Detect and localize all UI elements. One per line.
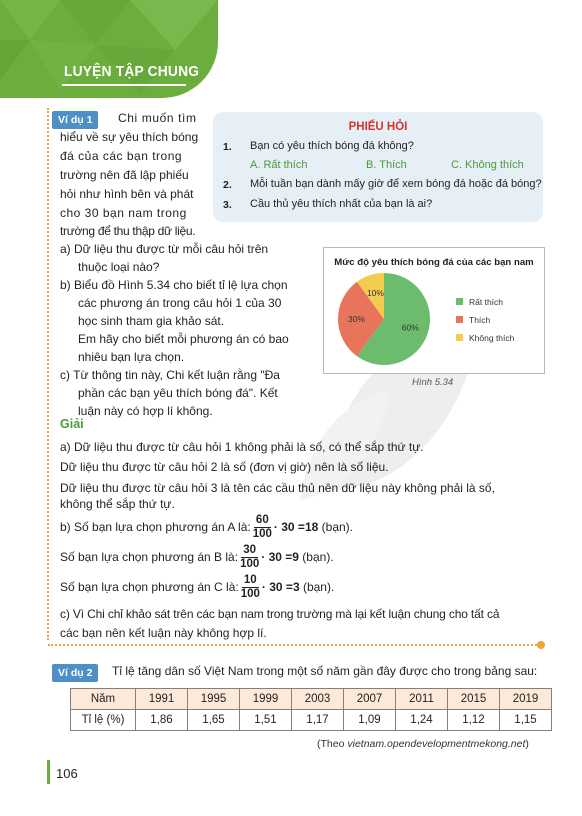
- pie-data-label: 30%: [347, 314, 365, 324]
- table-cell: 2015: [448, 689, 500, 710]
- solution-b-a-prefix: b) Số bạn lựa chọn phương án A là:: [60, 520, 251, 535]
- intro-line-5: hỏi như hình bên và phát: [60, 187, 194, 201]
- legend-label: Không thích: [469, 333, 515, 343]
- solution-b-a-suffix: (bạn).: [318, 520, 353, 535]
- title-underline: [62, 84, 186, 86]
- solution-b-c-suffix: (bạn).: [299, 580, 335, 595]
- solution-b-c-prefix: Số bạn lựa chọn phương án C là:: [60, 580, 239, 595]
- solution-b-b-suffix: (bạn).: [298, 550, 334, 565]
- solution-c-line-2: các bạn nên kết luận này không hợp lí.: [60, 626, 267, 640]
- survey-option-a: A. Rất thích: [250, 159, 308, 171]
- fraction-c-numerator: 10: [243, 574, 257, 586]
- survey-card: [213, 112, 543, 222]
- table-cell: 2011: [396, 689, 448, 710]
- example-1-badge: Ví dụ 1: [52, 111, 98, 129]
- solution-a-line-1: a) Dữ liệu thu được từ câu hỏi 1 không phải là số, có thể sắp thứ tự.: [60, 440, 424, 454]
- pie-chart-panel: [323, 247, 545, 374]
- intro-line-1: Chi muốn tìm: [118, 111, 197, 125]
- pie-chart: [324, 248, 544, 373]
- solution-b-option-b: [60, 544, 334, 571]
- solution-a-line-4: không thể sắp thứ tự.: [60, 497, 175, 511]
- solution-b-a-mult: · 30 =: [273, 520, 305, 535]
- table-cell: 2019: [500, 689, 552, 710]
- page-number: 106: [56, 766, 78, 781]
- table-cell: 1,09: [344, 710, 396, 731]
- fraction-a: [253, 514, 272, 541]
- question-c-line-3: luận này có hợp lí không.: [78, 404, 213, 418]
- solution-b-b-mult: · 30 =: [261, 550, 293, 565]
- solution-b-b-prefix: Số bạn lựa chọn phương án B là:: [60, 550, 239, 565]
- population-growth-table: [70, 688, 552, 731]
- figure-caption: Hình 5.34: [412, 377, 454, 388]
- solution-b-b-result: 9: [292, 550, 299, 565]
- table-cell: Tỉ lệ (%): [71, 710, 136, 731]
- intro-line-2: hiểu về sự yêu thích bóng: [60, 130, 199, 144]
- source-citation: [317, 738, 529, 750]
- fraction-b: [240, 544, 259, 571]
- intro-line-6: cho 30 bạn nam trong: [60, 206, 187, 220]
- pie-data-label: 10%: [366, 287, 384, 298]
- table-row: [71, 710, 552, 731]
- solution-b-c-mult: · 30 =: [261, 580, 293, 595]
- source-link-text: vietnam.opendevelopmentmekong.net: [347, 738, 526, 750]
- question-b-line-2: các phương án trong câu hỏi 1 của 30: [78, 296, 282, 310]
- survey-q3-number: 3.: [223, 199, 232, 211]
- question-b2-line-2: nhiêu bạn lựa chọn.: [78, 350, 185, 364]
- intro-line-7: trường để thu thập dữ liệu.: [60, 224, 196, 238]
- section-title: LUYỆN TẬP CHUNG: [64, 63, 200, 80]
- example-frame-left: [47, 108, 51, 640]
- question-c-line-1: c) Từ thông tin này, Chi kết luận rằng "Đa: [60, 368, 280, 382]
- table-cell: 1,86: [136, 710, 188, 731]
- solution-a-line-2: Dữ liệu thu được từ câu hỏi 2 là số (đơn vị giờ) nên là số liệu.: [60, 460, 389, 474]
- table-cell: 1991: [136, 689, 188, 710]
- intro-line-4: trường nên đã lập phiếu: [60, 168, 189, 182]
- table-cell: 1,24: [396, 710, 448, 731]
- frame-end-dot: [537, 641, 545, 649]
- fraction-b-denominator: 100: [240, 558, 260, 570]
- example-2-badge: Ví dụ 2: [52, 664, 98, 682]
- survey-q1: Bạn có yêu thích bóng đá không?: [250, 140, 414, 152]
- table-cell: 1,12: [448, 710, 500, 731]
- solution-b-option-c: [60, 574, 334, 601]
- table-cell: 2003: [292, 689, 344, 710]
- table-cell: 1,15: [500, 710, 552, 731]
- page-number-bar: [47, 760, 50, 784]
- solution-b-option-a: [60, 514, 353, 541]
- survey-q2-number: 2.: [223, 179, 232, 191]
- solution-a-line-3: Dữ liệu thu được từ câu hỏi 3 là tên các cầu thủ nên dữ liệu này không phải là số,: [60, 481, 495, 495]
- survey-option-c: C. Không thích: [451, 159, 524, 171]
- solution-b-c-result: 3: [292, 580, 300, 595]
- table-cell: 1,65: [188, 710, 240, 731]
- fraction-b-numerator: 30: [243, 544, 257, 556]
- solution-c-line-1: c) Vì Chi chỉ khảo sát trên các bạn nam trong trường mà lại kết luận chung cho tất cả: [60, 607, 500, 621]
- question-a-line-1: a) Dữ liệu thu được từ mỗi câu hỏi trên: [60, 242, 269, 256]
- pie-data-label: 60%: [401, 322, 419, 333]
- table-cell: 1995: [188, 689, 240, 710]
- table-cell: 1,17: [292, 710, 344, 731]
- table-cell: 1,51: [240, 710, 292, 731]
- legend-label: Rất thích: [469, 297, 504, 307]
- legend-swatch: [456, 316, 463, 323]
- legend-swatch: [456, 334, 463, 341]
- fraction-c-denominator: 100: [240, 588, 260, 600]
- legend-label: Thích: [469, 315, 491, 325]
- source-prefix: (Theo: [317, 738, 348, 750]
- solution-b-a-result: 18: [304, 520, 319, 535]
- table-cell: 2007: [344, 689, 396, 710]
- question-a-line-2: thuộc loại nào?: [78, 260, 160, 274]
- survey-q1-number: 1.: [223, 141, 232, 153]
- survey-q3: Cầu thủ yêu thích nhất của bạn là ai?: [250, 198, 433, 210]
- example-frame-bottom: [48, 644, 540, 646]
- survey-option-b: B. Thích: [366, 159, 407, 171]
- survey-title: PHIẾU HỎI: [348, 121, 408, 133]
- source-suffix: ): [525, 738, 529, 750]
- table-cell: Năm: [71, 689, 136, 710]
- fraction-a-numerator: 60: [255, 514, 269, 526]
- question-b-line-1: b) Biểu đồ Hình 5.34 cho biết tỉ lệ lựa chọn: [60, 278, 288, 292]
- table-cell: 1999: [240, 689, 292, 710]
- intro-line-3: đá của các bạn trong: [60, 149, 183, 163]
- question-c-line-2: phần các bạn yêu thích bóng đá". Kết: [78, 386, 278, 400]
- survey-q2: Mỗi tuần bạn dành mấy giờ để xem bóng đá hoặc đá bóng?: [250, 178, 542, 190]
- solution-heading: Giải: [60, 417, 84, 431]
- legend-swatch: [456, 298, 463, 305]
- question-b2-line-1: Em hãy cho biết mỗi phương án có bao: [78, 332, 289, 346]
- chart-title: Mức độ yêu thích bóng đá của các bạn nam: [334, 257, 534, 268]
- table-header-row: [71, 689, 552, 710]
- question-b-line-3: học sinh tham gia khảo sát.: [78, 314, 225, 328]
- fraction-a-denominator: 100: [252, 528, 272, 540]
- example-2-text: Tỉ lệ tăng dân số Việt Nam trong một số năm gần đây được cho trong bảng sau:: [112, 664, 538, 678]
- fraction-c: [241, 574, 260, 601]
